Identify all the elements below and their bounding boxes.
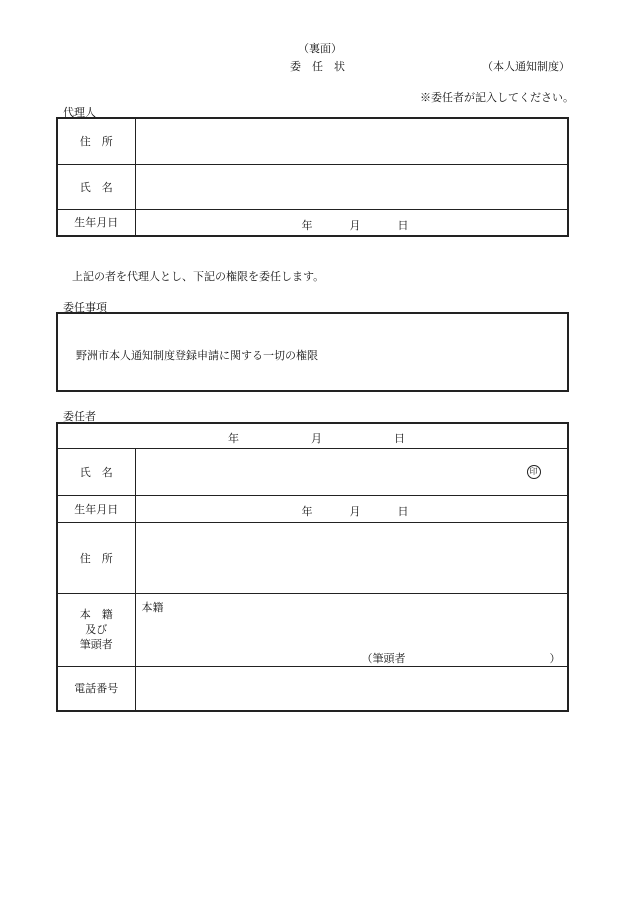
honseki-field[interactable]: [135, 593, 568, 666]
side-note: （裏面）: [298, 42, 342, 55]
principal-birth-label: 生年月日: [57, 495, 135, 522]
phone-field[interactable]: [135, 666, 568, 711]
delegation-statement: 上記の者を代理人とし、下記の権限を委任します。: [72, 270, 325, 283]
honseki-field-label: 本籍: [141, 600, 164, 614]
principal-name-field[interactable]: [135, 448, 568, 495]
principal-name-label: 氏 名: [57, 448, 135, 495]
agent-birth-year: 年: [301, 218, 313, 232]
agent-table: [56, 117, 569, 237]
hittosha-open: （筆頭者: [361, 651, 406, 665]
principal-table: [56, 422, 569, 712]
agent-birth-label: 生年月日: [57, 209, 135, 236]
principal-address-label: 住 所: [57, 522, 135, 593]
principal-birth-month: 月: [349, 504, 361, 518]
principal-date-year: 年: [228, 432, 239, 445]
phone-label: 電話番号: [57, 666, 135, 711]
honseki-label: [57, 593, 135, 666]
agent-name-field[interactable]: [135, 164, 568, 209]
honseki-label-line1: 本 籍: [79, 608, 113, 621]
principal-birth-field[interactable]: [135, 495, 568, 522]
matters-box: [56, 312, 569, 392]
hittosha-close: ）: [549, 651, 561, 665]
principal-address-field[interactable]: [135, 522, 568, 593]
matters-section-label: 委任事項: [63, 301, 107, 314]
agent-birth-month: 月: [349, 218, 361, 232]
honseki-label-line2: 及び: [85, 623, 108, 636]
agent-address-label: 住 所: [57, 118, 135, 164]
agent-address-field[interactable]: [135, 118, 568, 164]
agent-section-label: 代理人: [63, 106, 96, 119]
honseki-label-line3: 筆頭者: [79, 638, 113, 651]
principal-birth-day: 日: [397, 504, 409, 518]
matters-text: 野洲市本人通知制度登録申請に関する一切の権限: [76, 349, 318, 362]
page-title: 委 任 状: [290, 60, 345, 73]
agent-name-label: 氏 名: [57, 164, 135, 209]
principal-date-field[interactable]: [57, 423, 568, 448]
principal-date-month: 月: [311, 432, 322, 445]
principal-date-day: 日: [394, 432, 405, 445]
agent-birth-day: 日: [397, 218, 409, 232]
principal-birth-year: 年: [301, 504, 313, 518]
instruction-note: ※委任者が記入してください。: [420, 91, 574, 104]
agent-birth-field[interactable]: [135, 209, 568, 236]
seal-mark-icon: 印: [527, 465, 541, 479]
system-name: （本人通知制度）: [482, 60, 570, 73]
principal-section-label: 委任者: [63, 410, 96, 423]
